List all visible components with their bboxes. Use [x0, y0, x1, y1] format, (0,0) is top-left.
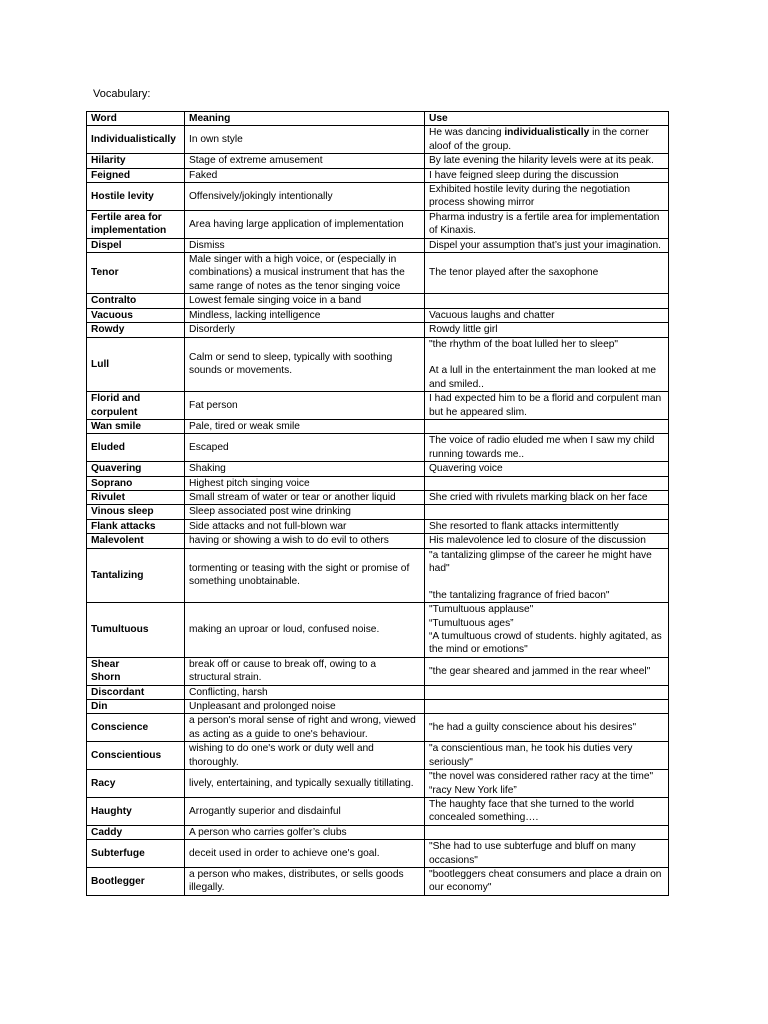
meaning-cell — [185, 210, 425, 238]
use-cell — [425, 867, 669, 895]
meaning-cell — [185, 797, 425, 825]
word-text: Soprano — [91, 477, 133, 489]
meaning-cell — [185, 238, 425, 252]
meaning-cell — [185, 168, 425, 182]
use-cell — [425, 183, 669, 211]
word-cell — [87, 700, 185, 714]
meaning-cell — [185, 253, 425, 294]
table-row — [87, 770, 669, 798]
table-row — [87, 505, 669, 519]
meaning-text: Side attacks and not full-blown war — [189, 520, 347, 532]
word-cell — [87, 238, 185, 252]
use-cell — [425, 770, 669, 798]
meaning-text: making an uproar or loud, confused noise. — [189, 624, 380, 636]
word-cell — [87, 308, 185, 322]
table-row — [87, 825, 669, 839]
meaning-text: Stage of extreme amusement — [189, 155, 323, 167]
use-text: By late evening the hilarity levels were at its peak. — [429, 155, 654, 167]
word-text: Racy — [91, 777, 116, 789]
meaning-text: Area having large application of implementation — [189, 218, 404, 230]
table-row — [87, 867, 669, 895]
word-text: Hilarity — [91, 155, 126, 167]
table-row — [87, 657, 669, 685]
use-cell — [425, 603, 669, 658]
use-text: "the gear sheared and jammed in the rear wheel" — [429, 665, 651, 677]
meaning-cell — [185, 505, 425, 519]
meaning-cell — [185, 434, 425, 462]
use-text: "She had to use subterfuge and bluff on many occasions" — [429, 841, 636, 866]
use-text: The voice of radio eluded me when I saw my child running towards me.. — [429, 435, 655, 460]
meaning-text: lively, entertaining, and typically sexually titillating. — [189, 777, 414, 789]
use-cell — [425, 840, 669, 868]
use-text: "Tumultuous applause" “Tumultuous ages” “A tumultuous crowd of students. highly agitated, as the mind or emotions" — [429, 604, 662, 656]
use-cell — [425, 323, 669, 337]
meaning-text: Disorderly — [189, 324, 235, 336]
use-emphasis-text: individualistically — [504, 127, 590, 139]
meaning-cell — [185, 519, 425, 533]
use-text: I have feigned sleep during the discussion — [429, 169, 619, 181]
table-row — [87, 548, 669, 603]
meaning-text: Arrogantly superior and disdainful — [189, 805, 341, 817]
meaning-text: a person who makes, distributes, or sells goods illegally. — [189, 868, 404, 894]
use-text: Quavering voice — [429, 463, 503, 475]
use-text: Rowdy little girl — [429, 324, 498, 336]
word-cell — [87, 476, 185, 490]
use-cell — [425, 700, 669, 714]
use-cell — [425, 337, 669, 392]
use-cell — [425, 490, 669, 504]
use-cell — [425, 462, 669, 476]
use-cell — [425, 253, 669, 294]
header-word: Word — [87, 112, 185, 126]
meaning-cell — [185, 685, 425, 699]
word-cell — [87, 392, 185, 420]
word-cell — [87, 742, 185, 770]
use-cell — [425, 742, 669, 770]
use-cell — [425, 126, 669, 154]
use-text: "he had a guilty conscience about his desires" — [429, 722, 637, 734]
word-text: Eluded — [91, 442, 125, 454]
meaning-cell — [185, 183, 425, 211]
word-text: Flank attacks — [91, 520, 156, 532]
use-text: "the novel was considered rather racy at the time" “racy New York life” — [429, 771, 654, 796]
word-text: Conscientious — [91, 749, 162, 761]
use-text: She resorted to flank attacks intermittently — [429, 520, 619, 532]
table-row — [87, 294, 669, 308]
page-title: Vocabulary: — [93, 88, 151, 100]
word-cell — [87, 337, 185, 392]
word-cell — [87, 419, 185, 433]
use-cell — [425, 392, 669, 420]
use-cell — [425, 548, 669, 603]
word-text: Caddy — [91, 826, 123, 838]
meaning-text: Offensively/jokingly intentionally — [189, 190, 333, 202]
meaning-cell — [185, 770, 425, 798]
meaning-cell — [185, 337, 425, 392]
word-text: Hostile levity — [91, 190, 154, 202]
use-cell — [425, 714, 669, 742]
meaning-cell — [185, 462, 425, 476]
table-row — [87, 126, 669, 154]
meaning-text: Small stream of water or tear or another liquid — [189, 491, 396, 503]
meaning-text: Unpleasant and prolonged noise — [189, 701, 336, 713]
meaning-text: having or showing a wish to do evil to others — [189, 535, 389, 547]
meaning-text: tormenting or teasing with the sight or promise of something unobtainable. — [189, 563, 410, 588]
table-row — [87, 323, 669, 337]
use-cell — [425, 657, 669, 685]
meaning-cell — [185, 308, 425, 322]
table-row — [87, 154, 669, 168]
word-cell — [87, 294, 185, 308]
meaning-text: Shaking — [189, 463, 226, 475]
use-cell — [425, 797, 669, 825]
use-cell — [425, 238, 669, 252]
table-row — [87, 685, 669, 699]
word-cell — [87, 603, 185, 658]
meaning-cell — [185, 548, 425, 603]
use-cell — [425, 685, 669, 699]
meaning-text: Dismiss — [189, 239, 225, 251]
meaning-cell — [185, 700, 425, 714]
word-cell — [87, 867, 185, 895]
word-text: Individualistically — [91, 134, 176, 146]
use-text: His malevolence led to closure of the discussion — [429, 535, 646, 547]
word-text: Malevolent — [91, 535, 144, 547]
table-row — [87, 210, 669, 238]
meaning-text: Escaped — [189, 442, 229, 454]
table-row — [87, 534, 669, 548]
word-cell — [87, 183, 185, 211]
meaning-cell — [185, 154, 425, 168]
meaning-text: break off or cause to break off, owing to a structural strain. — [189, 658, 377, 684]
table-row — [87, 714, 669, 742]
meaning-cell — [185, 323, 425, 337]
meaning-text: Faked — [189, 169, 218, 181]
meaning-text: Calm or send to sleep, typically with soothing sounds or movements. — [189, 351, 393, 377]
table-row — [87, 183, 669, 211]
table-row — [87, 308, 669, 322]
word-cell — [87, 657, 185, 685]
word-text: Rivulet — [91, 491, 125, 503]
word-text: Feigned — [91, 169, 131, 181]
word-text: Tumultuous — [91, 624, 149, 636]
word-text: Din — [91, 701, 108, 713]
meaning-cell — [185, 294, 425, 308]
use-cell — [425, 534, 669, 548]
meaning-text: Fat person — [189, 399, 238, 411]
table-row — [87, 253, 669, 294]
use-text: Dispel your assumption that’s just your imagination. — [429, 239, 661, 251]
meaning-text: Sleep associated post wine drinking — [189, 506, 351, 518]
table-row — [87, 168, 669, 182]
use-cell — [425, 825, 669, 839]
use-cell — [425, 308, 669, 322]
word-cell — [87, 534, 185, 548]
use-cell — [425, 154, 669, 168]
word-cell — [87, 490, 185, 504]
meaning-cell — [185, 825, 425, 839]
meaning-text: wishing to do one's work or duty well and thoroughly. — [189, 743, 374, 768]
word-text: Discordant — [91, 686, 145, 698]
use-cell — [425, 505, 669, 519]
word-text: Tantalizing — [91, 569, 144, 581]
word-cell — [87, 797, 185, 825]
use-cell — [425, 419, 669, 433]
use-text: She cried with rivulets marking black on her face — [429, 491, 648, 503]
meaning-cell — [185, 742, 425, 770]
use-cell — [425, 210, 669, 238]
meaning-cell — [185, 714, 425, 742]
word-text: Florid and corpulent — [91, 393, 141, 418]
table-body — [87, 126, 669, 895]
word-cell — [87, 154, 185, 168]
meaning-cell — [185, 657, 425, 685]
word-cell — [87, 126, 185, 154]
word-cell — [87, 714, 185, 742]
word-cell — [87, 253, 185, 294]
header-meaning: Meaning — [185, 112, 425, 126]
meaning-text: In own style — [189, 134, 243, 146]
table-row — [87, 419, 669, 433]
word-text: Tenor — [91, 267, 119, 279]
meaning-text: Highest pitch singing voice — [189, 477, 310, 489]
word-cell — [87, 840, 185, 868]
table-row — [87, 797, 669, 825]
table-row — [87, 434, 669, 462]
word-text: Haughty — [91, 805, 132, 817]
meaning-cell — [185, 840, 425, 868]
word-cell — [87, 462, 185, 476]
use-text: The tenor played after the saxophone — [429, 267, 599, 279]
meaning-cell — [185, 419, 425, 433]
meaning-text: deceit used in order to achieve one's goal. — [189, 847, 380, 859]
header-use: Use — [425, 112, 669, 126]
use-text: I had expected him to be a florid and corpulent man but he appeared slim. — [429, 393, 662, 418]
table-row — [87, 840, 669, 868]
meaning-cell — [185, 392, 425, 420]
use-cell — [425, 476, 669, 490]
table-row — [87, 337, 669, 392]
meaning-cell — [185, 534, 425, 548]
word-cell — [87, 168, 185, 182]
use-text: The haughty face that she turned to the world concealed something…. — [429, 798, 635, 824]
word-text: Rowdy — [91, 324, 125, 336]
use-cell — [425, 519, 669, 533]
word-text: Wan smile — [91, 420, 142, 432]
table-row — [87, 238, 669, 252]
word-text: Quavering — [91, 463, 142, 475]
table-row — [87, 392, 669, 420]
table-header-row — [87, 112, 669, 126]
word-text: Dispel — [91, 239, 122, 251]
meaning-text: A person who carries golfer’s clubs — [189, 826, 347, 838]
word-text: Bootlegger — [91, 875, 145, 887]
use-text: in the corner aloof of the group. — [429, 127, 649, 152]
use-text: "a tantalizing glimpse of the career he might have had" "the tantalizing fragrance of fried bacon" — [429, 549, 652, 601]
word-cell — [87, 770, 185, 798]
use-text: "the rhythm of the boat lulled her to sleep" At a lull in the entertainment the man looked at me and smiled.. — [429, 338, 657, 390]
word-text: Shear Shorn — [91, 658, 121, 684]
word-text: Conscience — [91, 722, 149, 734]
meaning-cell — [185, 867, 425, 895]
word-text: Contralto — [91, 295, 137, 307]
use-text: Exhibited hostile levity during the negotiation process showing mirror — [429, 184, 631, 209]
table-row — [87, 519, 669, 533]
word-text: Vinous sleep — [91, 506, 154, 518]
word-cell — [87, 434, 185, 462]
table-row — [87, 700, 669, 714]
table-row — [87, 462, 669, 476]
use-text: "a conscientious man, he took his duties very seriously" — [429, 743, 633, 768]
meaning-text: Lowest female singing voice in a band — [189, 295, 362, 307]
use-cell — [425, 434, 669, 462]
table-row — [87, 490, 669, 504]
meaning-text: a person's moral sense of right and wrong, viewed as acting as a guide to one's behaviour. — [189, 715, 416, 740]
vocabulary-table — [86, 111, 669, 896]
meaning-cell — [185, 126, 425, 154]
table-row — [87, 476, 669, 490]
word-text: Subterfuge — [91, 847, 145, 859]
use-text: "bootleggers cheat consumers and place a drain on our economy" — [429, 868, 662, 894]
use-text: He was dancing — [429, 127, 505, 139]
word-text: Fertile area for implementation — [91, 211, 167, 237]
meaning-cell — [185, 476, 425, 490]
use-cell — [425, 294, 669, 308]
table-row — [87, 603, 669, 658]
word-cell — [87, 825, 185, 839]
word-text: Lull — [91, 358, 110, 370]
use-cell — [425, 168, 669, 182]
word-text: Vacuous — [91, 309, 133, 321]
word-cell — [87, 685, 185, 699]
word-cell — [87, 519, 185, 533]
use-text: Pharma industry is a fertile area for implementation of Kinaxis. — [429, 211, 660, 237]
word-cell — [87, 210, 185, 238]
meaning-cell — [185, 490, 425, 504]
meaning-text: Conflicting, harsh — [189, 686, 268, 698]
meaning-text: Pale, tired or weak smile — [189, 420, 300, 432]
word-cell — [87, 548, 185, 603]
meaning-cell — [185, 603, 425, 658]
meaning-text: Mindless, lacking intelligence — [189, 309, 321, 321]
table-row — [87, 742, 669, 770]
meaning-text: Male singer with a high voice, or (especially in combinations) a musical instrument that has the same range of notes as the tenor singing voice — [189, 254, 405, 292]
word-cell — [87, 323, 185, 337]
use-text: Vacuous laughs and chatter — [429, 309, 555, 321]
word-cell — [87, 505, 185, 519]
